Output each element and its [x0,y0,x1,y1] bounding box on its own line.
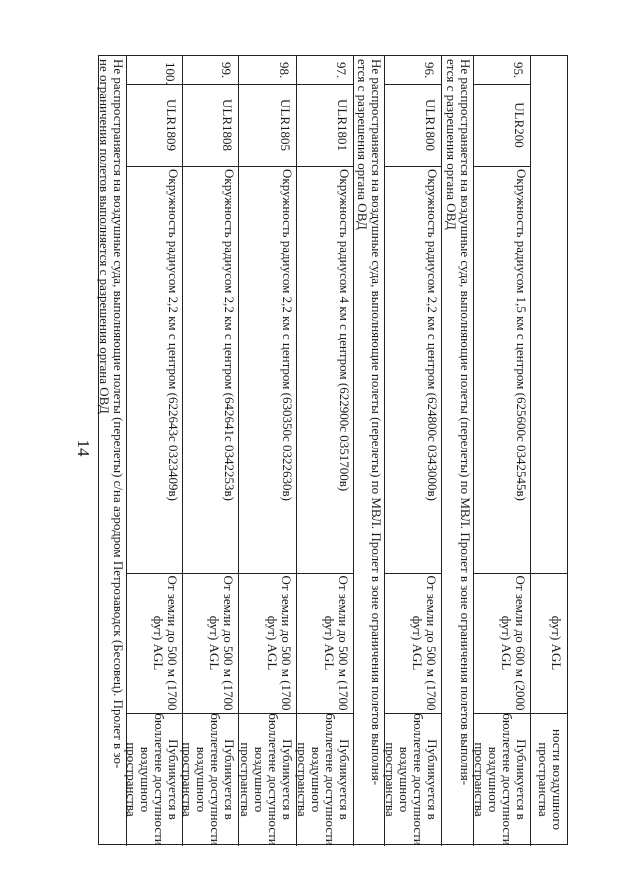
row-number: 98. [277,62,292,79]
zone-altitude: От земли до 500 м (1700 фут) AGL [410,575,439,711]
row-number: 99. [219,62,234,79]
zone-note: Публикуется в бюллетене доступности воздушного пространства [180,713,237,846]
top-fragment-note: ности воздушного пространства [536,729,565,830]
zone-description: Окружность радиусом 2,2 км с центром (624800с 0343000в) [425,169,440,501]
zone-description: Окружность радиусом 2,2 км с центром (630350с 0322630в) [280,169,295,501]
row-number: 96. [422,62,437,79]
restriction-note: Не распространяется на воздушные суда, выполняющие полеты (перелеты) с/на аэродром Петрозаводск (Бесовец). Пролет в зо- не ограничения полетов выполняется с разрешения органа ОВД [97,59,126,769]
zone-description: Окружность радиусом 2,2 км с центром (622643с 0323409в) [166,169,181,501]
row-number: 100. [163,62,178,85]
zone-note: Публикуется в бюллетене доступности воздушного пространства [124,713,181,846]
zone-description: Окружность радиусом 2,2 км с центром (642641с 0342253в) [222,169,237,501]
zone-note: Публикуется в бюллетене доступности воздушного пространства [295,713,352,846]
row-number: 95. [511,62,526,79]
zone-note: Публикуется в бюллетене доступности воздушного пространства [238,713,295,846]
zone-code: ULR1805 [278,99,293,151]
restriction-note: Не распространяется на воздушные суда, выполняющие полеты (перелеты) по МВЛ. Пролет в зоне ограничения полетов выполня- ется с разрешения органа ОВД [355,59,384,786]
zone-description: Окружность радиусом 1,5 км с центром (625600с 0342545в) [514,169,529,501]
zone-altitude: От земли до 500 м (1700 фут) AGL [265,575,294,711]
zone-altitude: От земли до 500 м (1700 фут) AGL [151,575,180,711]
zone-code: ULR1808 [220,99,235,151]
zone-altitude: От земли до 600 м (2000 фут) AGL [499,575,528,711]
top-fragment-altitude: фут) AGL [549,615,564,671]
zone-altitude: От земли до 500 м (1700 фут) AGL [207,575,236,711]
restricted-zones-table [98,55,568,845]
zone-code: ULR1801 [335,99,350,151]
zone-note: Публикуется в бюллетене доступности воздушного пространства [472,713,529,846]
zone-code: ULR1800 [423,99,438,151]
page-number: 14 [74,439,93,457]
zone-code: ULR1809 [164,99,179,151]
zone-note: Публикуется в бюллетене доступности воздушного пространства [383,713,440,846]
zone-altitude: От земли до 500 м (1700 фут) AGL [322,575,351,711]
zone-description: Окружность радиусом 4 км с центром (622900с 0351700в) [337,169,352,492]
restriction-note: Не распространяется на воздушные суда, выполняющие полеты (перелеты) по МВЛ. Пролет в зоне ограничения полетов выполня- ется с разрешения органа ОВД [444,59,473,786]
row-number: 97. [334,62,349,79]
zone-code: ULR200 [512,102,527,148]
